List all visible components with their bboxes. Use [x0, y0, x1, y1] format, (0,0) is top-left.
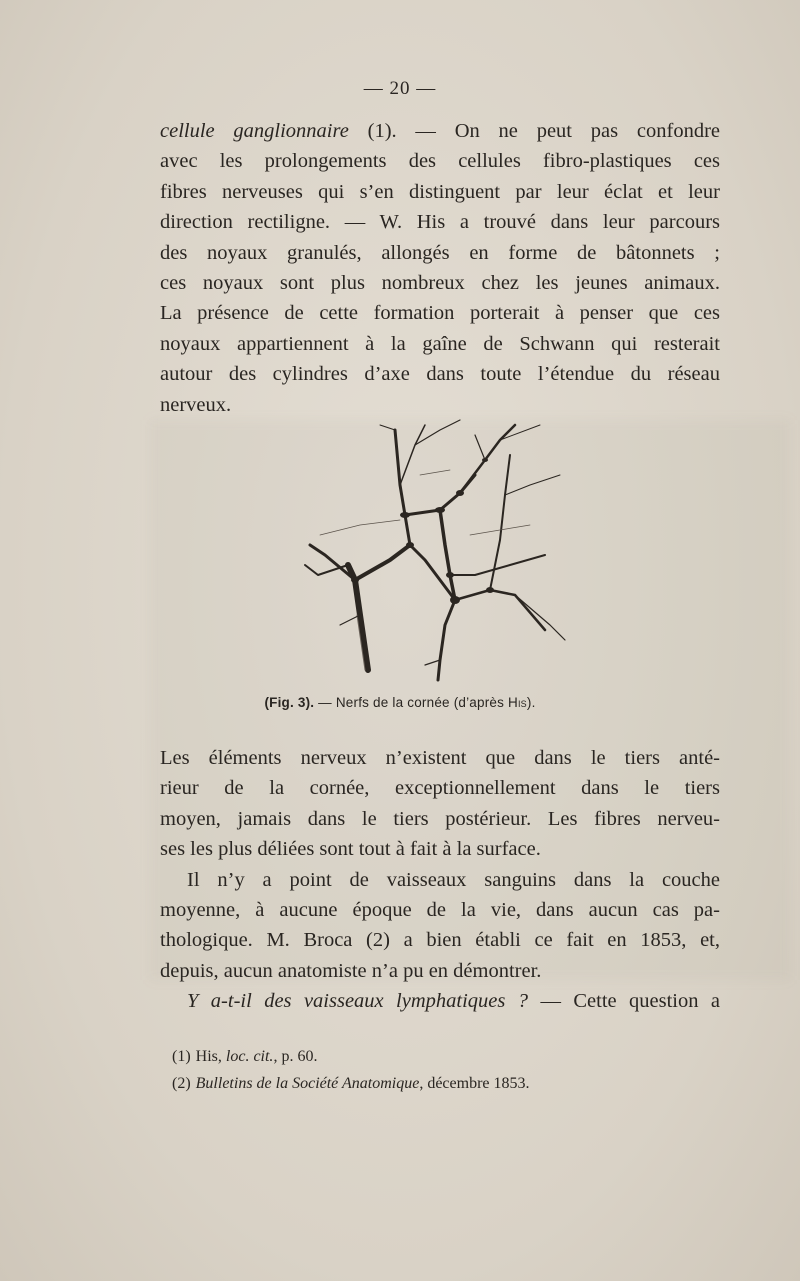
- text-line: ces noyaux sont plus nombreux chez les jeunes animaux.: [160, 272, 720, 295]
- footnote-1: (1) His, loc. cit., p. 60.: [172, 1048, 318, 1065]
- paragraph-lymphatic-vessels: [160, 986, 720, 1016]
- text-line: noyaux appartiennent à la gaîne de Schwann qui resterait: [160, 332, 720, 355]
- text-line: des noyaux granulés, allongés en forme de bâtonnets ;: [160, 241, 720, 264]
- text-line: Les éléments nerveux n’existent que dans le tiers anté-: [160, 747, 720, 769]
- italic-term: cellule ganglionnaire: [160, 120, 349, 142]
- text-line: cellule ganglionnaire (1). — On ne peut pas confondre: [160, 120, 720, 142]
- footnote-2: (2) Bulletins de la Société Anatomique, décembre 1853.: [172, 1075, 530, 1092]
- text-line: moyenne, à aucune époque de la vie, dans aucun cas pa-: [160, 899, 720, 922]
- text-line: ses les plus déliées sont tout à fait à la surface.: [160, 838, 541, 861]
- figure-corneal-nerves-illustration: [300, 415, 570, 685]
- paragraph-blood-vessels: [160, 865, 720, 987]
- figure-label: (Fig. 3).: [264, 695, 315, 710]
- text-line: avec les prolongements des cellules fibro-plastiques ces: [160, 150, 720, 173]
- text-line: La présence de cette formation porterait à penser que ces: [160, 302, 720, 325]
- paragraph-nerve-fibres: [160, 116, 720, 420]
- text-line: Y a-t-il des vaisseaux lymphatiques ? — Cette question a: [187, 990, 720, 1013]
- figure-caption: (Fig. 3). — Nerfs de la cornée (d’après His).: [264, 695, 536, 710]
- caption-text: — Nerfs de la cornée (d’après: [314, 695, 509, 710]
- body-text-lower: [160, 743, 720, 1017]
- text-line: depuis, aucun anatomiste n’a pu en démontrer.: [160, 959, 542, 982]
- nerve-engraving: [300, 415, 570, 685]
- text-line: autour des cylindres d’axe dans toute l’étendue du réseau: [160, 363, 720, 386]
- text-line: nerveux.: [160, 393, 232, 416]
- text-line: direction rectiligne. — W. His a trouvé dans leur parcours: [160, 211, 720, 234]
- text-line: Il n’y a point de vaisseaux sanguins dans la couche: [187, 868, 720, 891]
- text-line: fibres nerveuses qui s’en distinguent par leur éclat et leur: [160, 180, 720, 203]
- text-line: rieur de la cornée, exceptionnellement dans le tiers: [160, 777, 720, 800]
- footnotes: [172, 1043, 732, 1097]
- text-line: moyen, jamais dans le tiers postérieur. Les fibres nerveu-: [160, 807, 720, 830]
- text-line: thologique. M. Broca (2) a bien établi ce fait en 1853, et,: [160, 929, 720, 952]
- page-number: — 20 —: [363, 78, 437, 99]
- paragraph-nerve-distribution: [160, 743, 720, 865]
- italic-question: Y a-t-il des vaisseaux lymphatiques ?: [187, 990, 529, 1013]
- caption-author: His: [508, 695, 527, 710]
